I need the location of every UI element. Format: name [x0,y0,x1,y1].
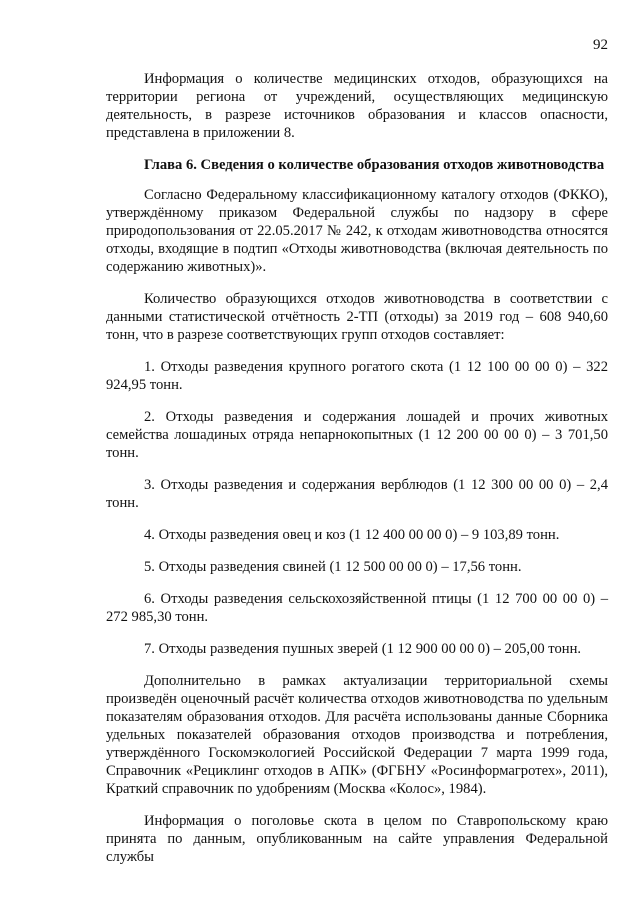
chapter-heading: Глава 6. Сведения о количестве образования отходов животноводства [144,157,605,173]
waste-group-item: 3. Отходы разведения и содержания верблюдов (1 12 300 00 00 0) – 2,4 тонн. [106,477,608,511]
waste-group-item: 7. Отходы разведения пушных зверей (1 12 900 00 00 0) – 205,00 тонн. [144,641,582,657]
paragraph-estimation-method: Дополнительно в рамках актуализации территориальной схемы произведён оценочный расчёт количества отходов животноводства по удельным показателям образования отходов. Для расчёта использованы данные Сборника удельных показателей образования отходов производства и потребления, утверждённого Госкомэкологией Российской Федерации 7 марта 1999 года, Справочник «Рециклинг отходов в АПК» (ФГБНУ «Росинформагротех», 2011), Краткий справочник по удобрениям (Москва «Колос», 1984). [106,673,608,797]
waste-group-item: 2. Отходы разведения и содержания лошадей и прочих животных семейства лошадиных отряда непарнокопытных (1 12 200 00 00 0) – 3 701,50 тонн. [106,409,608,461]
waste-group-item: 4. Отходы разведения овец и коз (1 12 400 00 00 0) – 9 103,89 тонн. [144,527,560,543]
page-number: 92 [593,37,608,53]
waste-group-item: 6. Отходы разведения сельскохозяйственной птицы (1 12 700 00 00 0) – 272 985,30 тонн. [106,591,608,625]
paragraph-livestock-info: Информация о поголовье скота в целом по Ставропольскому краю принята по данным, опубликованным на сайте управления Федеральной службы [106,813,608,865]
paragraph-statistics-total: Количество образующихся отходов животноводства в соответствии с данными статистической отчётность 2-ТП (отходы) за 2019 год – 608 940,60 тонн, что в разрезе соответствующих групп отходов составляет: [106,291,608,343]
waste-group-item: 1. Отходы разведения крупного рогатого скота (1 12 100 00 00 0) – 322 924,95 тонн. [106,359,608,393]
document-body [106,70,608,880]
waste-group-item: 5. Отходы разведения свиней (1 12 500 00 00 0) – 17,56 тонн. [144,559,522,575]
paragraph-fkko-definition: Согласно Федеральному классификационному каталогу отходов (ФККО), утверждённому приказом Федеральной службы по надзору в сфере природопользования от 22.05.2017 № 242, к отходам животноводства относятся отходы, входящие в подтип «Отходы животноводства (включая деятельность по содержанию животных)». [106,187,608,275]
paragraph-medical-waste: Информация о количестве медицинских отходов, образующихся на территории региона от учреждений, осуществляющих медицинскую деятельность, в разрезе источников образования и классов опасности, представлена в приложении 8. [106,71,608,141]
